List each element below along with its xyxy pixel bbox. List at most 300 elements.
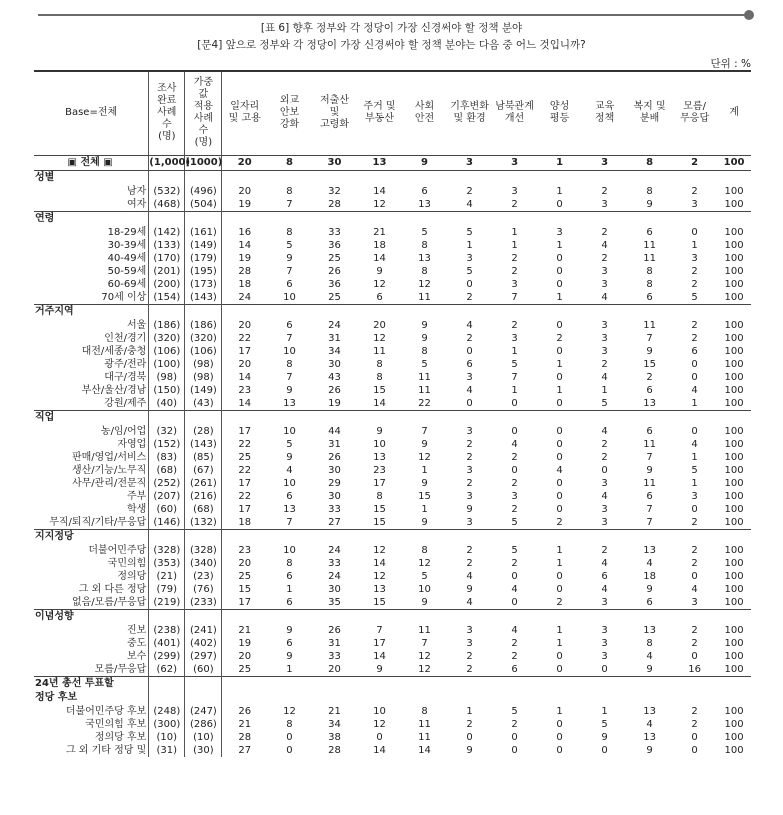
empty-cell [149, 691, 185, 705]
percent-value: 44 [328, 425, 341, 437]
percent-value: 5 [601, 718, 608, 730]
percent-value: 25 [328, 252, 341, 264]
sample-count: (40) [149, 397, 185, 411]
percent-value: 16 [688, 663, 701, 675]
row-label: 학생 [126, 503, 147, 515]
percent-value: 25 [328, 291, 341, 303]
total-value: 100 [724, 358, 744, 370]
percent-value: 20 [222, 358, 267, 371]
percent-value: 12 [373, 198, 386, 210]
percent-value: 3 [466, 637, 473, 649]
percent-value: 8 [646, 185, 653, 197]
percent-value: 6 [286, 570, 293, 582]
percent-value: 8 [286, 718, 293, 730]
percent-value: 2 [511, 477, 518, 489]
empty-cell [582, 211, 627, 226]
percent-value: 0 [556, 252, 563, 264]
percent-value: 0 [511, 425, 518, 437]
percent-value: 13 [373, 583, 386, 595]
empty-cell [672, 529, 717, 544]
sample-count: (201) [149, 265, 185, 278]
results-table [34, 70, 751, 757]
header-category [492, 71, 537, 155]
percent-value: 27 [222, 744, 267, 757]
empty-cell [717, 691, 751, 705]
header-n2 [185, 71, 222, 155]
weighted-count: (261) [185, 477, 222, 490]
empty-cell [185, 170, 222, 185]
percent-value: 12 [418, 278, 431, 290]
percent-value: 7 [421, 637, 428, 649]
percent-value: 2 [511, 198, 518, 210]
percent-value: 2 [466, 663, 473, 675]
percent-value: 8 [376, 371, 383, 383]
percent-value: 0 [556, 397, 563, 409]
total-value: 100 [724, 384, 744, 396]
row-label: 진보 [126, 624, 147, 636]
total-value: 100 [724, 198, 744, 210]
percent-value: 0 [466, 278, 473, 290]
percent-value: 21 [373, 226, 386, 238]
percent-value: 0 [556, 744, 563, 756]
percent-value: 0 [556, 583, 563, 595]
percent-value: 8 [267, 155, 312, 170]
header-category [447, 71, 492, 155]
percent-value: 22 [222, 490, 267, 503]
empty-cell [627, 676, 672, 691]
empty-cell [402, 609, 447, 624]
section-title: 성별 [35, 172, 55, 183]
percent-value: 0 [556, 345, 563, 357]
percent-value: 28 [222, 731, 267, 744]
empty-cell [672, 691, 717, 705]
percent-value: 0 [556, 319, 563, 331]
percent-value: 4 [601, 371, 608, 383]
percent-value: 30 [328, 464, 341, 476]
percent-value: 1 [691, 397, 698, 409]
percent-value: 11 [418, 291, 431, 303]
row-label: 여자 [126, 198, 147, 210]
percent-value: 4 [601, 490, 608, 502]
weighted-count: (30) [185, 744, 222, 757]
percent-value: 19 [222, 637, 267, 650]
percent-value: 9 [376, 265, 383, 277]
header-line: 평등 [549, 113, 570, 125]
percent-value: 4 [646, 650, 653, 662]
percent-value: 2 [466, 185, 473, 197]
percent-value: 15 [373, 516, 386, 528]
percent-value: 0 [691, 731, 698, 743]
table-row [34, 624, 751, 637]
percent-value: 7 [286, 265, 293, 277]
percent-value: 8 [286, 226, 293, 238]
percent-value: 0 [466, 397, 473, 409]
total-value: 100 [724, 744, 744, 756]
percent-value: 20 [222, 155, 267, 170]
percent-value: 6 [646, 425, 653, 437]
empty-cell [222, 211, 267, 226]
header-line: 사회 [414, 101, 435, 113]
empty-cell [357, 211, 402, 226]
percent-value: 2 [511, 451, 518, 463]
empty-cell [185, 609, 222, 624]
empty-cell [627, 170, 672, 185]
percent-value: 4 [466, 198, 473, 210]
percent-value: 20 [373, 319, 386, 331]
percent-value: 2 [466, 557, 473, 569]
percent-value: 3 [511, 278, 518, 290]
table-row [34, 490, 751, 503]
percent-value: 3 [691, 490, 698, 502]
total-value: 100 [724, 477, 744, 489]
header-category [402, 71, 447, 155]
percent-value: 1 [511, 384, 518, 396]
percent-value: 0 [556, 731, 563, 743]
weighted-count: (1000) [185, 157, 223, 168]
header-line: 사례 [157, 107, 177, 119]
sample-count: (106) [149, 345, 185, 358]
total-value: 100 [724, 731, 744, 743]
empty-cell [149, 609, 185, 624]
percent-value: 36 [328, 278, 341, 290]
header-line: 일자리 [230, 101, 260, 113]
percent-value: 9 [421, 332, 428, 344]
sample-count: (154) [149, 291, 185, 305]
percent-value: 33 [328, 503, 341, 515]
weighted-count: (179) [185, 252, 222, 265]
sample-count: (252) [149, 477, 185, 490]
total-value: 100 [724, 637, 744, 649]
row-label: 무직/퇴직/기타/무응답 [49, 516, 147, 528]
percent-value: 2 [691, 265, 698, 277]
percent-value: 11 [418, 371, 431, 383]
table-row [34, 731, 751, 744]
percent-value: 4 [601, 425, 608, 437]
percent-value: 5 [421, 358, 428, 370]
percent-value: 13 [373, 451, 386, 463]
table-row [34, 516, 751, 530]
row-label: 주부 [126, 490, 147, 502]
empty-cell [185, 410, 222, 425]
percent-value: 11 [373, 345, 386, 357]
row-label: 그 외 다른 정당 [78, 583, 147, 595]
percent-value: 3 [601, 278, 608, 290]
percent-value: 2 [601, 544, 608, 556]
percent-value: 2 [511, 650, 518, 662]
percent-value: 9 [421, 438, 428, 450]
sample-count: (68) [149, 464, 185, 477]
percent-value: 0 [466, 731, 473, 743]
empty-cell [312, 410, 357, 425]
percent-value: 7 [286, 516, 293, 528]
empty-cell [582, 691, 627, 705]
percent-value: 9 [421, 596, 428, 608]
empty-cell [357, 691, 402, 705]
header-base: Base=전체 [34, 71, 149, 155]
percent-value: 2 [601, 252, 608, 264]
weighted-count: (297) [185, 650, 222, 663]
percent-value: 2 [466, 718, 473, 730]
percent-value: 8 [421, 345, 428, 357]
percent-value: 2 [691, 544, 698, 556]
empty-cell [717, 410, 751, 425]
empty-cell [672, 410, 717, 425]
total-value: 100 [724, 464, 744, 476]
total-value: 100 [724, 425, 744, 437]
percent-value: 1 [556, 624, 563, 636]
weighted-count: (161) [185, 226, 222, 239]
header-n1 [149, 71, 185, 155]
empty-cell [402, 529, 447, 544]
percent-value: 2 [511, 319, 518, 331]
percent-value: 6 [286, 596, 293, 608]
percent-value: 12 [283, 705, 296, 717]
percent-value: 1 [511, 345, 518, 357]
percent-value: 12 [373, 332, 386, 344]
empty-cell [492, 304, 537, 319]
percent-value: 0 [286, 731, 293, 743]
percent-value: 5 [691, 291, 698, 303]
table-row [34, 570, 751, 583]
total-value: 100 [724, 516, 744, 528]
percent-value: 6 [646, 384, 653, 396]
percent-value: 8 [421, 705, 428, 717]
weighted-count: (195) [185, 265, 222, 278]
empty-cell [185, 304, 222, 319]
percent-value: 8 [646, 265, 653, 277]
percent-value: 24 [328, 570, 341, 582]
percent-value: 7 [511, 291, 518, 303]
percent-value: 17 [373, 477, 386, 489]
percent-value: 0 [511, 744, 518, 756]
percent-value: 2 [691, 718, 698, 730]
empty-cell [537, 170, 582, 185]
row-label: 60-69세 [107, 278, 147, 290]
empty-cell [149, 529, 185, 544]
total-value: 100 [724, 583, 744, 595]
row-label: 없음/모름/무응답 [71, 596, 147, 608]
sample-count: (150) [149, 384, 185, 397]
total-value: 100 [724, 265, 744, 277]
empty-cell [312, 529, 357, 544]
section-title: 정당 후보 [35, 692, 78, 703]
header-row [34, 71, 751, 155]
percent-value: 0 [511, 397, 518, 409]
percent-value: 10 [418, 583, 431, 595]
percent-value: 1 [691, 477, 698, 489]
weighted-count: (68) [185, 503, 222, 516]
unit-label: 단위 : % [710, 58, 751, 70]
percent-value: 3 [601, 650, 608, 662]
percent-value: 35 [328, 596, 341, 608]
percent-value: 8 [421, 544, 428, 556]
header-line: 강화 [279, 119, 300, 131]
header-line: 및 [329, 107, 340, 119]
percent-value: 6 [646, 490, 653, 502]
percent-value: 0 [556, 198, 563, 210]
empty-cell [627, 609, 672, 624]
header-line: 수 [161, 119, 172, 131]
weighted-count: (67) [185, 464, 222, 477]
percent-value: 1 [601, 705, 608, 717]
row-label: 농/임/어업 [100, 425, 147, 437]
empty-cell [312, 170, 357, 185]
percent-value: 1 [556, 384, 563, 396]
percent-value: 2 [466, 650, 473, 662]
percent-value: 4 [691, 583, 698, 595]
percent-value: 29 [328, 477, 341, 489]
percent-value: 25 [222, 570, 267, 583]
percent-value: 2 [601, 438, 608, 450]
empty-cell [222, 676, 267, 691]
percent-value: 0 [511, 731, 518, 743]
percent-value: 0 [601, 744, 608, 756]
empty-cell [627, 211, 672, 226]
percent-value: 38 [328, 731, 341, 743]
total-value: 100 [717, 155, 751, 170]
percent-value: 3 [466, 371, 473, 383]
percent-value: 30 [328, 583, 341, 595]
header-category [357, 71, 402, 155]
percent-value: 13 [418, 198, 431, 210]
empty-cell [222, 304, 267, 319]
empty-cell [627, 691, 672, 705]
percent-value: 3 [511, 332, 518, 344]
percent-value: 9 [646, 345, 653, 357]
empty-cell [267, 529, 312, 544]
percent-value: 9 [646, 198, 653, 210]
percent-value: 1 [556, 358, 563, 370]
percent-value: 23 [222, 384, 267, 397]
percent-value: 6 [646, 226, 653, 238]
percent-value: 3 [601, 624, 608, 636]
percent-value: 9 [286, 451, 293, 463]
percent-value: 11 [643, 239, 656, 251]
sample-count: (146) [149, 516, 185, 530]
table-row [34, 596, 751, 610]
percent-value: 9 [601, 731, 608, 743]
percent-value: 1 [286, 583, 293, 595]
header-line: 복지 및 [633, 101, 666, 113]
percent-value: 20 [222, 185, 267, 198]
header-line: 부동산 [365, 113, 394, 125]
section-header [34, 691, 751, 705]
percent-value: 24 [328, 319, 341, 331]
empty-cell [447, 529, 492, 544]
sample-count: (186) [149, 319, 185, 332]
weighted-count: (233) [185, 596, 222, 610]
percent-value: 2 [466, 332, 473, 344]
weighted-count: (186) [185, 319, 222, 332]
empty-cell [492, 691, 537, 705]
percent-value: 12 [418, 650, 431, 662]
percent-value: 24 [222, 291, 267, 305]
header-category [582, 71, 627, 155]
table-row [34, 332, 751, 345]
sample-count: (152) [149, 438, 185, 451]
percent-value: 17 [222, 425, 267, 438]
total-value: 100 [724, 438, 744, 450]
percent-value: 0 [466, 345, 473, 357]
percent-value: 15 [222, 583, 267, 596]
empty-cell [537, 211, 582, 226]
table-row [34, 718, 751, 731]
percent-value: 10 [283, 345, 296, 357]
percent-value: 9 [421, 477, 428, 489]
percent-value: 3 [601, 198, 608, 210]
percent-value: 2 [466, 544, 473, 556]
row-label: 70세 이상 [101, 291, 147, 303]
total-value: 100 [724, 557, 744, 569]
sample-count: (328) [149, 544, 185, 557]
percent-value: 0 [556, 663, 563, 675]
empty-cell [222, 170, 267, 185]
percent-value: 10 [283, 477, 296, 489]
percent-value: 2 [691, 332, 698, 344]
header-line: 사례 [193, 113, 214, 125]
total-value: 100 [724, 278, 744, 290]
section-title: 이념성향 [34, 609, 149, 624]
table-row [34, 637, 751, 650]
row-label: 판매/영업/서비스 [71, 451, 147, 463]
percent-value: 25 [222, 663, 267, 677]
weighted-count: (247) [185, 705, 222, 718]
weighted-count: (106) [185, 345, 222, 358]
percent-value: 10 [283, 291, 296, 303]
header-total [717, 71, 751, 155]
empty-cell [267, 304, 312, 319]
total-value: 100 [724, 332, 744, 344]
row-label: 자영업 [117, 438, 147, 450]
table-row [34, 438, 751, 451]
percent-value: 4 [691, 384, 698, 396]
empty-cell [185, 529, 222, 544]
percent-value: 5 [286, 438, 293, 450]
percent-value: 9 [646, 744, 653, 756]
percent-value: 6 [286, 278, 293, 290]
percent-value: 0 [556, 451, 563, 463]
weighted-count: (286) [185, 718, 222, 731]
table-row [34, 557, 751, 570]
percent-value: 3 [511, 490, 518, 502]
percent-value: 1 [421, 503, 428, 515]
percent-value: 4 [646, 718, 653, 730]
total-value: 100 [724, 252, 744, 264]
percent-value: 5 [466, 265, 473, 277]
percent-value: 17 [222, 503, 267, 516]
percent-value: 18 [222, 278, 267, 291]
percent-value: 2 [466, 451, 473, 463]
empty-cell [717, 609, 751, 624]
total-value: 100 [724, 718, 744, 730]
weighted-count: (173) [185, 278, 222, 291]
table-row [34, 291, 751, 305]
percent-value: 9 [421, 319, 428, 331]
empty-cell [312, 304, 357, 319]
row-label: 강원/제주 [104, 397, 147, 409]
percent-value: 31 [328, 438, 341, 450]
weighted-count: (320) [185, 332, 222, 345]
percent-value: 24 [328, 544, 341, 556]
total-value: 100 [724, 650, 744, 662]
percent-value: 5 [286, 239, 293, 251]
sample-count: (200) [149, 278, 185, 291]
percent-value: 4 [511, 438, 518, 450]
row-label: 사무/관리/전문직 [71, 477, 147, 489]
total-value: 100 [724, 570, 744, 582]
percent-value: 22 [222, 438, 267, 451]
percent-value: 5 [511, 358, 518, 370]
